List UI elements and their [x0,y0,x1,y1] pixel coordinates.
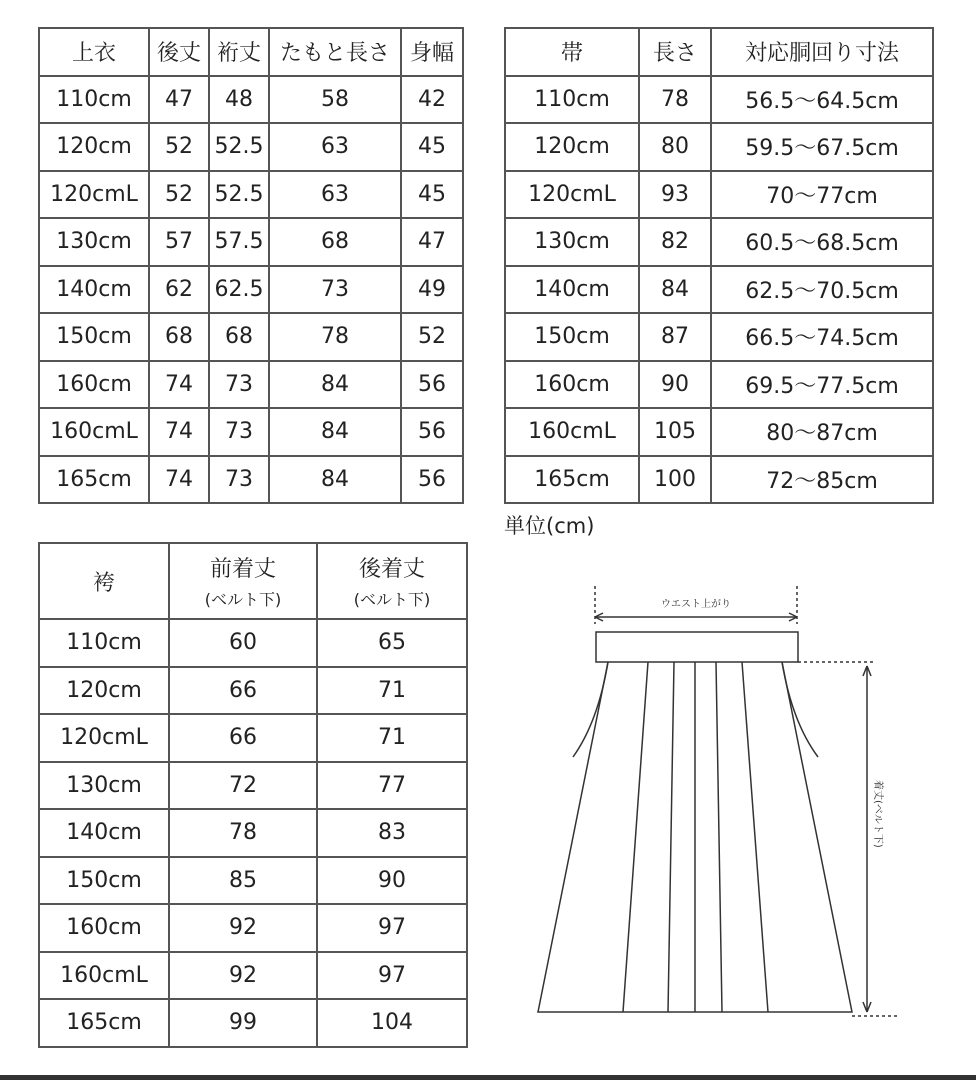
belt-cell: 69.5〜77.5cm [711,361,933,409]
hakama-cell: 120cmL [39,714,169,762]
jacket-row [39,266,463,314]
pleat-5 [742,662,768,1012]
hakama-cell: 92 [169,904,317,952]
length-label: 着丈(ベルト下) [872,780,883,848]
jacket-cell: 47 [149,76,209,124]
belt-row [505,361,933,409]
hakama-row [39,857,467,905]
pleat-1 [623,662,648,1012]
belt-cell: 110cm [505,76,639,124]
jacket-cell: 57.5 [209,218,269,266]
hakama-cell: 97 [317,952,467,1000]
hakama-header-back [317,543,467,619]
belt-cell: 93 [639,171,711,219]
jacket-cell: 56 [401,408,463,456]
hakama-row [39,619,467,667]
jacket-row [39,218,463,266]
belt-cell: 120cmL [505,171,639,219]
hakama-cell: 140cm [39,809,169,857]
hakama-cell: 110cm [39,619,169,667]
jacket-cell: 52.5 [209,123,269,171]
jacket-header-row [39,28,463,76]
hakama-cell: 104 [317,999,467,1047]
waist-label: ウエスト上がり [661,599,731,610]
hakama-header-row [39,543,467,619]
hakama-header-back-label: 後着丈 [358,557,425,582]
belt-cell: 70〜77cm [711,171,933,219]
jacket-cell: 130cm [39,218,149,266]
jacket-cell: 73 [209,408,269,456]
unit-note: 単位(cm) [504,514,595,538]
jacket-cell: 73 [209,361,269,409]
belt-header-row [505,28,933,76]
hakama-cell: 150cm [39,857,169,905]
jacket-cell: 165cm [39,456,149,504]
belt-cell: 150cm [505,313,639,361]
jacket-cell: 68 [269,218,401,266]
hakama-row [39,999,467,1047]
jacket-size-table [38,27,464,504]
belt-header-cell: 長さ [639,28,711,76]
hakama-cell: 77 [317,762,467,810]
jacket-cell: 160cm [39,361,149,409]
belt-row [505,76,933,124]
jacket-cell: 56 [401,456,463,504]
jacket-cell: 84 [269,361,401,409]
hakama-cell: 99 [169,999,317,1047]
jacket-cell: 57 [149,218,209,266]
hakama-row [39,667,467,715]
jacket-header-cell: 身幅 [401,28,463,76]
belt-row [505,408,933,456]
belt-cell: 59.5〜67.5cm [711,123,933,171]
belt-cell: 120cm [505,123,639,171]
jacket-cell: 49 [401,266,463,314]
jacket-header-cell: 裄丈 [209,28,269,76]
hakama-header-main: 袴 [39,543,169,619]
jacket-cell: 68 [209,313,269,361]
belt-row [505,218,933,266]
belt-cell: 87 [639,313,711,361]
hakama-cell: 71 [317,714,467,762]
belt-cell: 165cm [505,456,639,504]
jacket-cell: 48 [209,76,269,124]
hakama-cell: 83 [317,809,467,857]
jacket-row [39,408,463,456]
jacket-cell: 52 [149,123,209,171]
hakama-row [39,714,467,762]
hakama-cell: 71 [317,667,467,715]
jacket-cell: 62.5 [209,266,269,314]
jacket-cell: 84 [269,408,401,456]
hakama-cell: 97 [317,904,467,952]
jacket-cell: 62 [149,266,209,314]
jacket-header-cell: 後丈 [149,28,209,76]
jacket-cell: 74 [149,361,209,409]
belt-cell: 160cm [505,361,639,409]
belt-row [505,313,933,361]
belt-cell: 140cm [505,266,639,314]
belt-size-table [504,27,934,504]
jacket-cell: 52 [401,313,463,361]
hakama-cell: 72 [169,762,317,810]
jacket-cell: 84 [269,456,401,504]
belt-cell: 90 [639,361,711,409]
jacket-cell: 45 [401,123,463,171]
jacket-cell: 160cmL [39,408,149,456]
jacket-cell: 58 [269,76,401,124]
hakama-cell: 90 [317,857,467,905]
jacket-cell: 74 [149,456,209,504]
belt-header-cell: 帯 [505,28,639,76]
belt-cell: 72〜85cm [711,456,933,504]
hakama-row [39,809,467,857]
belt-cell: 78 [639,76,711,124]
belt-cell: 80 [639,123,711,171]
jacket-row [39,361,463,409]
jacket-row [39,76,463,124]
belt-header-cell: 対応胴回り寸法 [711,28,933,76]
belt-cell: 60.5〜68.5cm [711,218,933,266]
jacket-cell: 56 [401,361,463,409]
jacket-cell: 52.5 [209,171,269,219]
belt-cell: 80〜87cm [711,408,933,456]
belt-row [505,456,933,504]
hakama-row [39,952,467,1000]
jacket-cell: 73 [269,266,401,314]
pleat-4 [716,662,722,1012]
hakama-cell: 160cmL [39,952,169,1000]
hakama-cell: 85 [169,857,317,905]
jacket-row [39,123,463,171]
hakama-cell: 120cm [39,667,169,715]
hakama-diagram [528,572,908,1032]
belt-cell: 100 [639,456,711,504]
hakama-cell: 92 [169,952,317,1000]
hakama-header-front [169,543,317,619]
jacket-row [39,313,463,361]
jacket-header-cell: 上衣 [39,28,149,76]
jacket-cell: 63 [269,123,401,171]
jacket-row [39,456,463,504]
jacket-row [39,171,463,219]
belt-cell: 66.5〜74.5cm [711,313,933,361]
jacket-cell: 63 [269,171,401,219]
side-left [573,662,608,757]
jacket-header-cell: たもと長さ [269,28,401,76]
hakama-header-front-sub: (ベルト下) [204,590,282,609]
belt-cell: 82 [639,218,711,266]
jacket-cell: 68 [149,313,209,361]
belt-cell: 62.5〜70.5cm [711,266,933,314]
pleat-2 [668,662,674,1012]
hakama-header-back-sub: (ベルト下) [353,590,431,609]
hakama-cell: 60 [169,619,317,667]
hakama-row [39,904,467,952]
jacket-cell: 73 [209,456,269,504]
belt-row [505,266,933,314]
belt-cell: 105 [639,408,711,456]
belt-shape [596,632,798,662]
belt-row [505,171,933,219]
hakama-cell: 78 [169,809,317,857]
hakama-row [39,762,467,810]
jacket-cell: 120cmL [39,171,149,219]
hakama-cell: 65 [317,619,467,667]
hakama-header-front-label: 前着丈 [209,557,276,582]
jacket-cell: 52 [149,171,209,219]
jacket-cell: 120cm [39,123,149,171]
belt-cell: 84 [639,266,711,314]
hakama-size-table [38,542,468,1048]
bottom-border [0,1075,976,1080]
belt-cell: 130cm [505,218,639,266]
belt-cell: 160cmL [505,408,639,456]
hakama-cell: 66 [169,667,317,715]
jacket-cell: 150cm [39,313,149,361]
belt-cell: 56.5〜64.5cm [711,76,933,124]
hakama-cell: 160cm [39,904,169,952]
jacket-cell: 74 [149,408,209,456]
jacket-cell: 140cm [39,266,149,314]
hakama-cell: 165cm [39,999,169,1047]
jacket-cell: 78 [269,313,401,361]
jacket-cell: 42 [401,76,463,124]
belt-row [505,123,933,171]
hakama-cell: 130cm [39,762,169,810]
side-right [782,662,818,757]
jacket-cell: 110cm [39,76,149,124]
hakama-cell: 66 [169,714,317,762]
jacket-cell: 47 [401,218,463,266]
jacket-cell: 45 [401,171,463,219]
